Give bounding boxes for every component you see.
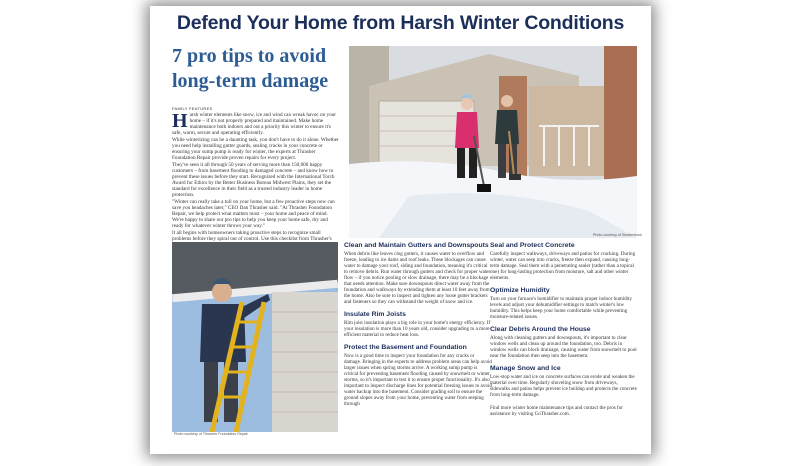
drop-cap: H: [172, 110, 188, 132]
closing-text: Find more winter home maintenance tips and contact the pros for assistance by visiting GoThrasher.com.: [490, 405, 623, 417]
section-title: Seal and Protect Concrete: [490, 242, 575, 249]
intro-text: [172, 112, 340, 249]
snow-shoveling-photo: [349, 46, 637, 238]
intro-paragraph: Harsh winter elements like snow, ice and wind can wreak havoc on your home – if it's not properly prepared and maintained. Make home maintenance both indoors and out a priority this winter to ensure it's safe, warm, secure and operating efficiently.: [172, 110, 337, 137]
section-title: Protect the Basement and Foundation: [344, 344, 467, 351]
section-title: Manage Snow and Ice: [490, 365, 561, 372]
section-body: Rim joist insulation plays a big role in your home's energy efficiency. If your insulation is more than 10 years old, consider upgrading to a more efficient material to reduce heat loss.: [344, 320, 491, 338]
section-body: Carefully inspect walkways, driveways and patios for cracking. During winter, water can seep into cracks, freeze then expand, causing long-term damage. Seal them with a penetrating sealer (rather than a topical one) for long-lasting protection from moisture, salt and other winter elements.: [490, 251, 636, 281]
intro-paragraph: "Winter can really take a toll on your home, but a few proactive steps now can save you headaches later," CEO Dan Thrasher said. "At Thrasher Foundation Repair, we help protect what matters most – your home and peace of mind. We're happy to share our pro tips to help you keep your home safe, dry and ready for whatever winter throws your way.": [172, 198, 335, 230]
headline: Defend Your Home from Harsh Winter Conditions: [176, 12, 625, 34]
gutter-cleaning-illustration: [172, 242, 338, 432]
byline: FAMILY FEATURES: [172, 106, 213, 111]
intro-paragraph: While winterizing can be a daunting task, you don't have to do it alone. Whether you need help installing gutter guards, sealing cracks in your concrete or ensuring your sump pump is ready for winter, the experts at Thrasher Foundation Repair provide proven repairs for every project.: [172, 136, 339, 162]
section-body: Along with cleaning gutters and downspouts, it's important to clear window wells and clean up around the foundation, too. Debris in window wells can block drainage, causing water from snowmelt to pool near the foundation then seep into the basement.: [490, 335, 637, 359]
intro-paragraph: They've seen it all through 50 years of serving more than 150,000 happy customers – from basement flooding to damaged concrete – and know how to prevent these issues before they start. Recognized with the International Torch Award for Ethics by the Better Business Bureau Midwest Plains, they set the standard for excellence in their field as a trusted industry leader in home protection.: [172, 161, 335, 199]
snow-shoveling-illustration: [349, 46, 637, 238]
section-body: When debris like leaves clog gutters, it causes water to overflow and freeze, leading to ice dams and roof leaks. These blockages can cause water to damage your roof, siding and foundation, meaning it's critical to remove debris. Run water through gutters and check for proper water flow – if you notice pooling or slow drainage, there may be a blockage that needs attention. Make sure downspouts direct water away from the foundation and walkways by extending them at least 10 feet away from the home. Also be sure to inspect and tighten any loose gutter brackets and fasteners so they can withstand the weight of snow and ice.: [344, 251, 491, 305]
photo-top-caption: Photo courtesy of Shutterstock: [593, 233, 642, 237]
gutter-cleaning-photo: [172, 242, 338, 432]
section-body: Now is a good time to inspect your foundation for any cracks or damage. Bringing in the experts to address problem areas can help avoid larger issues when spring storms arrive. A working sump pump is critical for preventing basement flooding caused by snowmelt or winter storms, so it's important to test it to ensure proper functionality. It's also important to inspect discharge lines for potential freezing issues to avoid water backup into the basement. Consider grading soil to ensure the ground slopes away from your home, preventing water from seeping through: [344, 353, 492, 407]
article-page: [150, 6, 651, 454]
photo-left-caption: Photo courtesy of Thrasher Foundation Repair: [174, 432, 248, 436]
intro-paragraph: It all begins with homeowners taking proactive steps to recognize small problems before they spiral out of control. Use this checklist from Thrasher's: [172, 229, 332, 242]
section-title: Insulate Rim Joists: [344, 311, 406, 318]
section-title: Clean and Maintain Gutters and Downspouts: [344, 242, 489, 249]
section-body: Turn on your furnace's humidifier to maintain proper indoor humidity levels and adjust your dehumidifier settings to match winter's low humidity. This helps keep your home comfortable while preventing moisture-related issues.: [490, 296, 633, 320]
section-title: Optimize Humidity: [490, 287, 550, 294]
article-column-right: [490, 243, 638, 424]
section-title: Clear Debris Around the House: [490, 326, 591, 333]
section-body: Low-stop water and ice on concrete surfaces can erode and weaken the material over time. Regularly shoveling snow from driveways, sidewalks and patios helps prevent ice buildup and protects the concrete from long-term damage.: [490, 374, 637, 398]
subhead: 7 pro tips to avoid long-term damage: [172, 45, 329, 92]
article-column-middle: [344, 243, 492, 414]
